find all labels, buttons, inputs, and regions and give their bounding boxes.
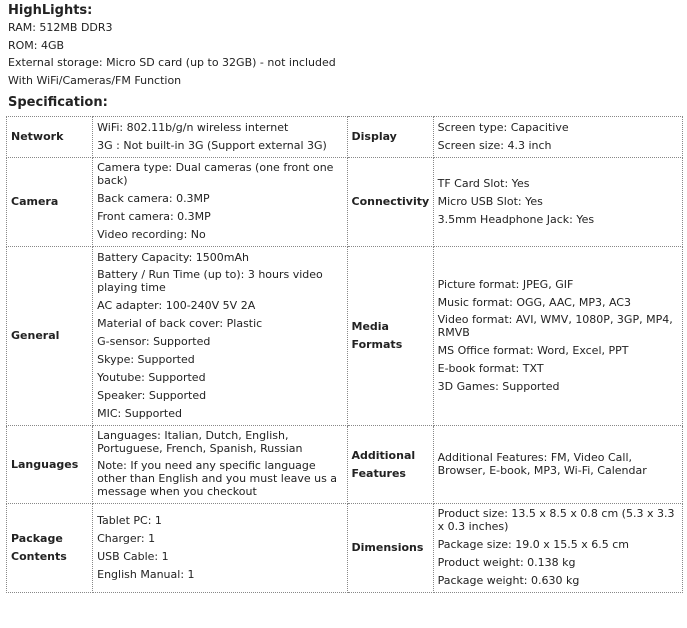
specification-title: Specification: xyxy=(8,95,108,110)
spec-value: Camera type: Dual cameras (one front one back) xyxy=(97,161,334,187)
spec-values xyxy=(93,158,347,247)
spec-values xyxy=(433,117,682,158)
highlight-item: ROM: 4GB xyxy=(8,38,65,52)
spec-values xyxy=(93,117,347,158)
spec-value: 3D Games: Supported xyxy=(437,380,560,393)
spec-value: G-sensor: Supported xyxy=(97,335,211,348)
spec-key: General xyxy=(7,247,93,426)
spec-value: Video recording: No xyxy=(97,228,206,241)
spec-value: Speaker: Supported xyxy=(97,389,207,402)
spec-value: Front camera: 0.3MP xyxy=(97,210,211,223)
spec-row xyxy=(7,504,683,593)
spec-key: Connectivity xyxy=(347,158,433,247)
spec-value: Material of back cover: Plastic xyxy=(97,317,263,330)
highlight-item: RAM: 512MB DDR3 xyxy=(8,21,113,34)
spec-value: Picture format: JPEG, GIF xyxy=(437,278,574,291)
spec-row xyxy=(7,247,683,426)
spec-row xyxy=(7,426,683,504)
spec-value: English Manual: 1 xyxy=(97,568,195,581)
spec-row xyxy=(7,117,683,158)
spec-key: Media Formats xyxy=(347,247,433,426)
spec-value: Tablet PC: 1 xyxy=(97,514,162,527)
spec-value: Charger: 1 xyxy=(97,532,156,545)
spec-key: Display xyxy=(347,117,433,158)
spec-value: Video format: AVI, WMV, 1080P, 3GP, MP4, RMVB xyxy=(437,313,673,339)
highlight-item: With WiFi/Cameras/FM Function xyxy=(8,73,182,87)
spec-values xyxy=(93,247,347,426)
spec-value: WiFi: 802.11b/g/n wireless internet xyxy=(97,121,289,134)
spec-value: Note: If you need any specific language other than English and you must leave us a message when you checkout xyxy=(97,459,338,498)
spec-value: Screen type: Capacitive xyxy=(437,121,569,134)
spec-values xyxy=(93,426,347,504)
spec-value: 3G : Not built-in 3G (Support external 3G) xyxy=(97,139,327,152)
spec-value: Skype: Supported xyxy=(97,353,195,366)
spec-key: Network xyxy=(7,117,93,158)
spec-values xyxy=(433,426,682,504)
specification-table xyxy=(6,116,683,593)
highlight-item: External storage: Micro SD card (up to 32GB) - not included xyxy=(8,56,336,69)
spec-value: Music format: OGG, AAC, MP3, AC3 xyxy=(437,296,631,309)
spec-value: MS Office format: Word, Excel, PPT xyxy=(437,344,629,357)
spec-value: Battery Capacity: 1500mAh xyxy=(97,251,250,264)
spec-value: AC adapter: 100-240V 5V 2A xyxy=(97,299,256,312)
spec-key: Languages xyxy=(7,426,93,504)
spec-values xyxy=(433,504,682,593)
spec-value: Additional Features: FM, Video Call, Browser, E-book, MP3, Wi-Fi, Calendar xyxy=(437,450,647,477)
spec-value: Back camera: 0.3MP xyxy=(97,192,210,205)
spec-value: Product weight: 0.138 kg xyxy=(437,556,576,569)
spec-value: TF Card Slot: Yes xyxy=(437,177,530,190)
spec-key: Additional Features xyxy=(347,426,433,504)
spec-value: 3.5mm Headphone Jack: Yes xyxy=(437,213,595,226)
spec-values xyxy=(433,158,682,247)
spec-value: Battery / Run Time (up to): 3 hours video playing time xyxy=(97,268,323,294)
spec-value: USB Cable: 1 xyxy=(97,550,169,563)
spec-value: MIC: Supported xyxy=(97,407,182,420)
spec-row xyxy=(7,158,683,247)
spec-value: Youtube: Supported xyxy=(97,371,206,384)
highlights-title: HighLights: xyxy=(8,3,93,18)
spec-value: Screen size: 4.3 inch xyxy=(437,139,552,152)
spec-key: Camera xyxy=(7,158,93,247)
highlights-list xyxy=(8,19,687,89)
spec-value: E-book format: TXT xyxy=(437,362,544,375)
spec-value: Product size: 13.5 x 8.5 x 0.8 cm (5.3 x 3.3 x 0.3 inches) xyxy=(437,507,675,533)
spec-values xyxy=(433,247,682,426)
spec-value: Package weight: 0.630 kg xyxy=(437,574,580,587)
spec-value: Micro USB Slot: Yes xyxy=(437,195,543,208)
spec-values xyxy=(93,504,347,593)
spec-key: Package Contents xyxy=(7,504,93,593)
spec-value: Languages: Italian, Dutch, English, Portuguese, French, Spanish, Russian xyxy=(97,429,303,455)
spec-value: Package size: 19.0 x 15.5 x 6.5 cm xyxy=(437,538,629,551)
spec-key: Dimensions xyxy=(347,504,433,593)
